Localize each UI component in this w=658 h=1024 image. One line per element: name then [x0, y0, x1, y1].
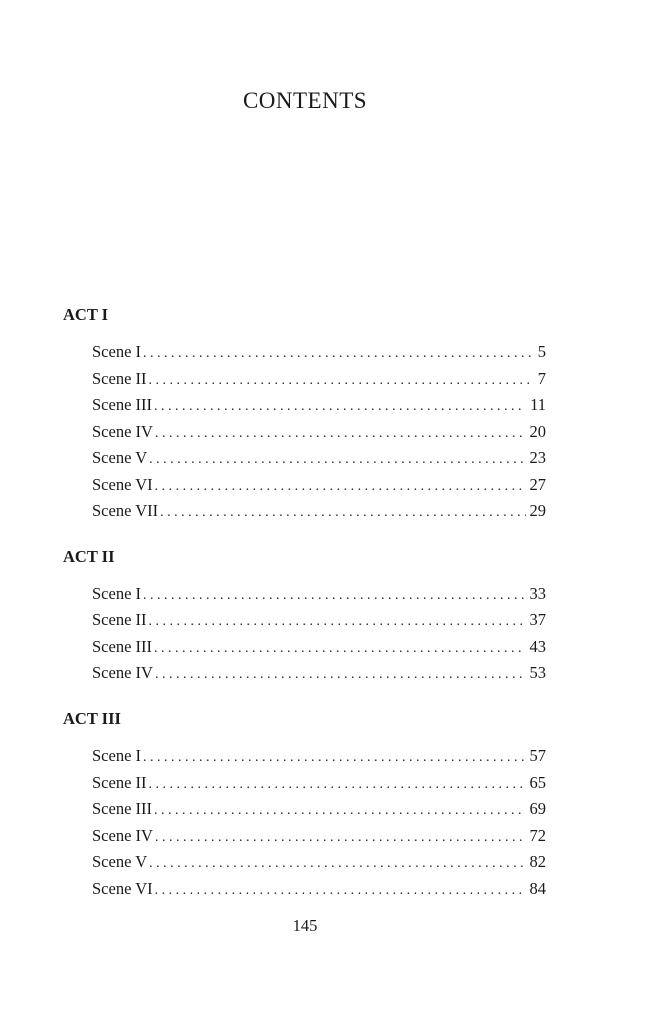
page-title: CONTENTS [242, 88, 368, 113]
dot-leader [154, 396, 526, 416]
toc-entry-page: 5 [537, 342, 546, 361]
dot-leader [149, 774, 526, 794]
toc-entry-label: Scene II [92, 773, 147, 792]
act-heading: ACT II [63, 547, 115, 566]
dot-leader [160, 502, 525, 522]
toc-entry-label: Scene III [92, 395, 153, 414]
toc-entry [92, 662, 546, 684]
act-heading: ACT I [63, 305, 109, 324]
toc-entry-page: 65 [529, 773, 546, 792]
toc-entry [92, 500, 546, 522]
toc-entry-label: Scene V [92, 448, 148, 467]
toc-entry [92, 368, 546, 390]
toc-entry [92, 636, 546, 658]
toc-entry-label: Scene III [92, 799, 153, 818]
toc-entry-page: 72 [529, 826, 546, 845]
toc-entry-page: 84 [529, 879, 546, 898]
toc-entry-label: Scene I [92, 584, 142, 603]
toc-entry [92, 745, 546, 767]
toc-entry-page: 43 [529, 637, 546, 656]
dot-leader [149, 611, 526, 631]
toc-entry-page: 11 [530, 395, 546, 414]
toc-entry-label: Scene I [92, 746, 142, 765]
toc-entry [92, 341, 546, 363]
dot-leader [143, 585, 525, 605]
toc-entry-label: Scene II [92, 610, 147, 629]
toc-entry-page: 53 [529, 663, 546, 682]
toc-entry [92, 851, 546, 873]
toc-entry-label: Scene IV [92, 422, 153, 441]
toc-entry-page: 57 [529, 746, 546, 765]
toc-entry [92, 394, 546, 416]
dot-leader [154, 800, 525, 820]
dot-leader [149, 853, 525, 873]
dot-leader [143, 343, 534, 363]
page-number: 145 [292, 916, 318, 935]
toc-entry [92, 421, 546, 443]
toc-entry [92, 474, 546, 496]
toc-entry-page: 82 [529, 852, 546, 871]
toc-entry [92, 583, 546, 605]
toc-entry [92, 609, 546, 631]
dot-leader [155, 827, 526, 847]
dot-leader [149, 370, 534, 390]
toc-entry-page: 29 [529, 501, 546, 520]
toc-entry-label: Scene IV [92, 663, 153, 682]
toc-entry-label: Scene VI [92, 879, 153, 898]
toc-entry [92, 447, 546, 469]
dot-leader [155, 880, 526, 900]
toc-entry-label: Scene VI [92, 475, 153, 494]
toc-entry-page: 27 [529, 475, 546, 494]
toc-entry-page: 23 [529, 448, 546, 467]
dot-leader [149, 449, 525, 469]
toc-entry-label: Scene II [92, 369, 147, 388]
toc-entry [92, 798, 546, 820]
dot-leader [154, 638, 525, 658]
toc-entry-label: Scene IV [92, 826, 153, 845]
toc-entry [92, 878, 546, 900]
toc-entry-label: Scene I [92, 342, 142, 361]
toc-entry-page: 69 [529, 799, 546, 818]
dot-leader [143, 747, 525, 767]
dot-leader [155, 664, 526, 684]
toc-entry-label: Scene V [92, 852, 148, 871]
toc-entry-label: Scene III [92, 637, 153, 656]
dot-leader [155, 423, 526, 443]
toc-entry-label: Scene VII [92, 501, 159, 520]
toc-entry-page: 7 [537, 369, 546, 388]
dot-leader [155, 476, 526, 496]
act-heading: ACT III [63, 709, 121, 728]
toc-entry-page: 33 [529, 584, 546, 603]
toc-entry [92, 825, 546, 847]
toc-entry-page: 37 [529, 610, 546, 629]
toc-entry-page: 20 [529, 422, 546, 441]
toc-entry [92, 772, 546, 794]
